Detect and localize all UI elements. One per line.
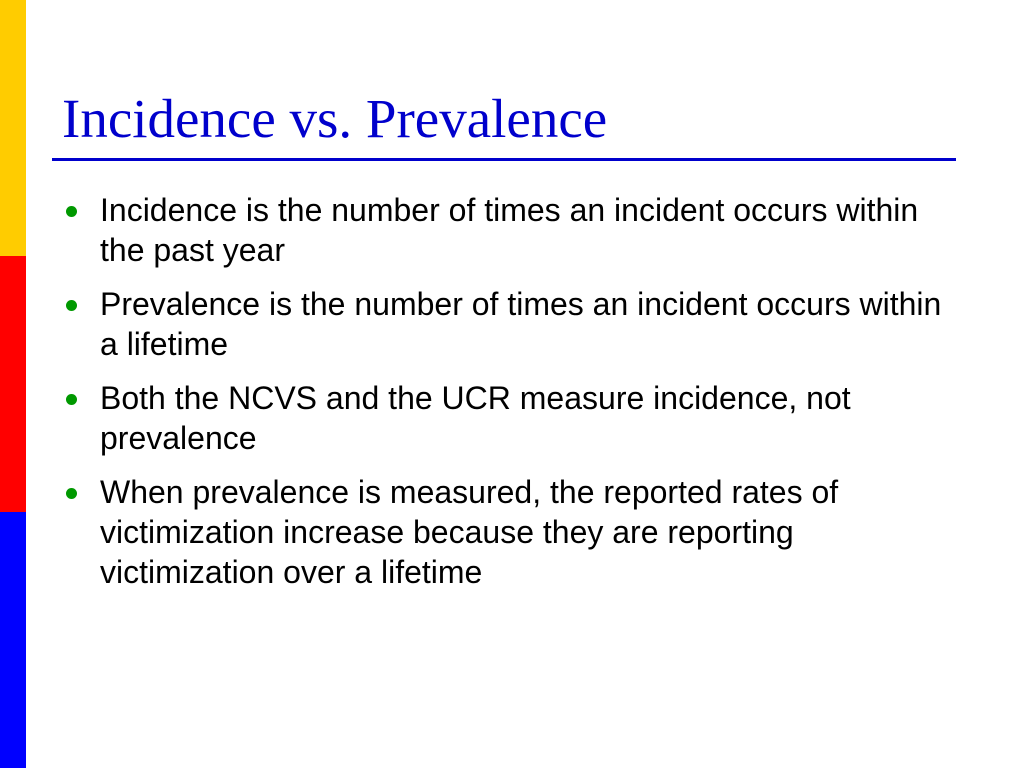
bullet-text: Incidence is the number of times an incident occurs within the past year [100, 192, 919, 268]
accent-bar [0, 0, 26, 768]
title-underline [52, 158, 956, 161]
bullet-item [62, 284, 962, 364]
accent-bar-red [0, 256, 26, 512]
bullet-dot-icon [66, 394, 77, 405]
bullet-list [62, 190, 962, 606]
accent-bar-blue [0, 512, 26, 768]
bullet-item [62, 472, 962, 592]
bullet-dot-icon [66, 206, 77, 217]
slide-title: Incidence vs. Prevalence [62, 88, 608, 149]
bullet-text: When prevalence is measured, the reported rates of victimization increase because they are reporting victimization over a lifetime [100, 474, 839, 590]
bullet-item [62, 378, 962, 458]
bullet-text: Both the NCVS and the UCR measure incidence, not prevalence [100, 380, 851, 456]
bullet-dot-icon [66, 488, 77, 499]
bullet-dot-icon [66, 300, 77, 311]
bullet-item [62, 190, 962, 270]
bullet-text: Prevalence is the number of times an incident occurs within a lifetime [100, 286, 942, 362]
accent-bar-yellow [0, 0, 26, 256]
